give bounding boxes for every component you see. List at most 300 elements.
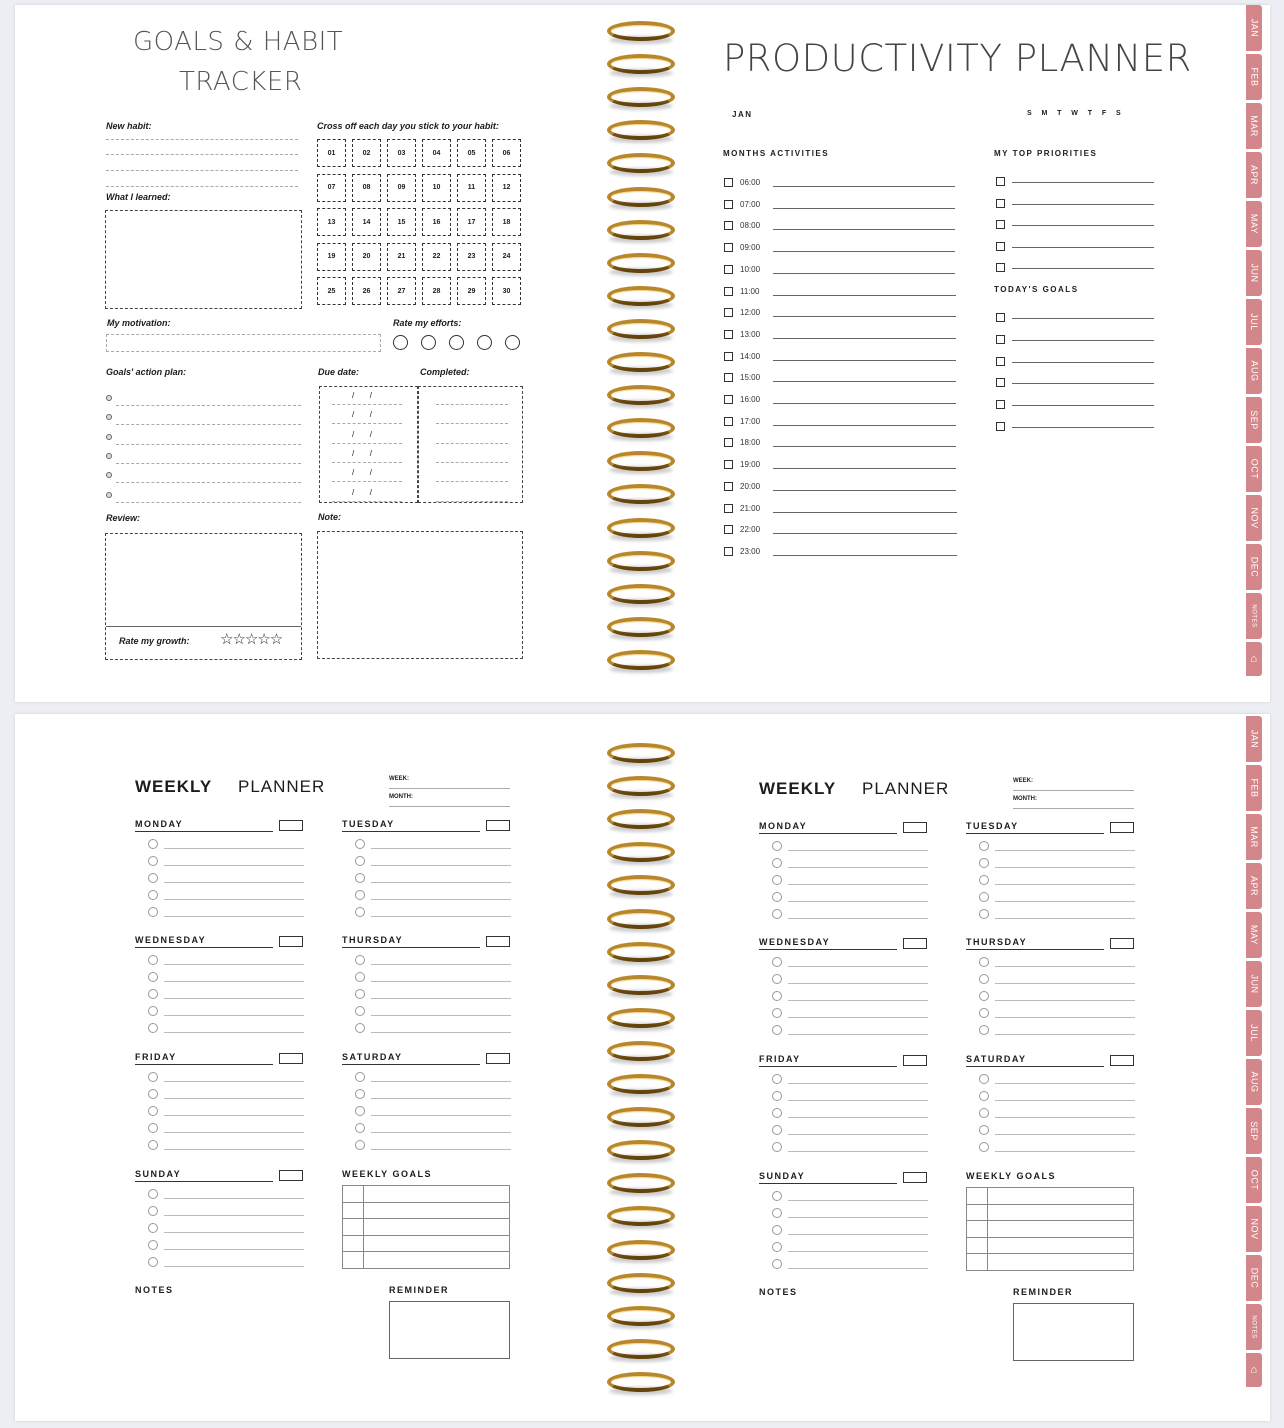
- task-line[interactable]: [164, 1232, 304, 1233]
- task-circle[interactable]: [772, 1259, 782, 1269]
- task-circle[interactable]: [772, 1074, 782, 1084]
- task-circle[interactable]: [148, 1006, 158, 1016]
- month-tab[interactable]: [1246, 152, 1262, 198]
- action-line[interactable]: [116, 405, 301, 406]
- task-circle[interactable]: [148, 1106, 158, 1116]
- task-circle[interactable]: [979, 1008, 989, 1018]
- what-learned-box[interactable]: [105, 210, 302, 309]
- task-line[interactable]: [788, 867, 928, 868]
- growth-star-rating[interactable]: ☆☆☆☆☆: [220, 631, 283, 648]
- task-circle[interactable]: [148, 907, 158, 917]
- day-date-box[interactable]: [486, 820, 510, 831]
- habit-day-cell[interactable]: 10: [422, 174, 451, 202]
- habit-day-cell[interactable]: 30: [492, 277, 521, 305]
- time-checkbox[interactable]: [724, 243, 733, 252]
- time-line[interactable]: [773, 229, 955, 230]
- effort-rating-circle[interactable]: [477, 335, 492, 350]
- task-line[interactable]: [164, 1032, 304, 1033]
- day-date-box[interactable]: [903, 822, 927, 833]
- task-circle[interactable]: [772, 974, 782, 984]
- task-circle[interactable]: [148, 989, 158, 999]
- task-circle[interactable]: [979, 1125, 989, 1135]
- time-checkbox[interactable]: [724, 200, 733, 209]
- task-line[interactable]: [788, 966, 928, 967]
- task-line[interactable]: [788, 1000, 928, 1001]
- month-tab[interactable]: [1246, 1157, 1262, 1203]
- month-tab[interactable]: [1246, 103, 1262, 149]
- completed-line[interactable]: [436, 462, 508, 463]
- task-circle[interactable]: [355, 1072, 365, 1082]
- goal-line[interactable]: [1012, 383, 1154, 384]
- task-line[interactable]: [995, 850, 1135, 851]
- month-tab[interactable]: [1246, 593, 1262, 639]
- goal-text-cell[interactable]: [988, 1204, 1134, 1221]
- task-line[interactable]: [164, 1215, 304, 1216]
- task-circle[interactable]: [772, 1125, 782, 1135]
- time-checkbox[interactable]: [724, 504, 733, 513]
- goal-text-cell[interactable]: [988, 1254, 1134, 1271]
- time-line[interactable]: [773, 208, 955, 209]
- action-line[interactable]: [116, 482, 301, 483]
- priority-line[interactable]: [1012, 268, 1154, 269]
- task-line[interactable]: [995, 1000, 1135, 1001]
- time-checkbox[interactable]: [724, 417, 733, 426]
- task-line[interactable]: [995, 1083, 1135, 1084]
- goal-line[interactable]: [1012, 405, 1154, 406]
- habit-day-cell[interactable]: 22: [422, 243, 451, 271]
- task-line[interactable]: [164, 848, 304, 849]
- task-circle[interactable]: [148, 1223, 158, 1233]
- reminder-box[interactable]: [1013, 1303, 1134, 1361]
- month-tab[interactable]: [1246, 1108, 1262, 1154]
- time-checkbox[interactable]: [724, 373, 733, 382]
- task-line[interactable]: [164, 964, 304, 965]
- effort-rating-circle[interactable]: [421, 335, 436, 350]
- new-habit-line[interactable]: [106, 154, 298, 155]
- habit-day-cell[interactable]: 03: [387, 139, 416, 167]
- task-line[interactable]: [995, 1017, 1135, 1018]
- goal-checkbox[interactable]: [996, 357, 1005, 366]
- month-tab[interactable]: [1246, 348, 1262, 394]
- task-line[interactable]: [164, 865, 304, 866]
- month-tab[interactable]: [1246, 863, 1262, 909]
- goal-check-cell[interactable]: [967, 1237, 988, 1254]
- task-line[interactable]: [995, 1117, 1135, 1118]
- task-circle[interactable]: [355, 873, 365, 883]
- task-circle[interactable]: [355, 907, 365, 917]
- task-circle[interactable]: [979, 974, 989, 984]
- goal-line[interactable]: [1012, 318, 1154, 319]
- task-circle[interactable]: [148, 873, 158, 883]
- task-circle[interactable]: [979, 858, 989, 868]
- time-line[interactable]: [773, 468, 956, 469]
- priority-checkbox[interactable]: [996, 220, 1005, 229]
- task-circle[interactable]: [772, 909, 782, 919]
- task-circle[interactable]: [355, 1140, 365, 1150]
- task-line[interactable]: [371, 998, 511, 999]
- time-checkbox[interactable]: [724, 221, 733, 230]
- habit-day-cell[interactable]: 04: [422, 139, 451, 167]
- task-line[interactable]: [164, 1249, 304, 1250]
- task-circle[interactable]: [148, 839, 158, 849]
- habit-day-cell[interactable]: 15: [387, 208, 416, 236]
- due-date-value[interactable]: / /: [352, 487, 373, 497]
- task-circle[interactable]: [772, 1242, 782, 1252]
- priority-line[interactable]: [1012, 225, 1154, 226]
- month-tab[interactable]: [1246, 961, 1262, 1007]
- time-checkbox[interactable]: [724, 352, 733, 361]
- habit-day-cell[interactable]: 07: [317, 174, 346, 202]
- task-circle[interactable]: [772, 875, 782, 885]
- time-checkbox[interactable]: [724, 308, 733, 317]
- month-tab[interactable]: [1246, 201, 1262, 247]
- day-date-box[interactable]: [1110, 1055, 1134, 1066]
- task-line[interactable]: [164, 899, 304, 900]
- task-circle[interactable]: [772, 1225, 782, 1235]
- task-line[interactable]: [788, 918, 928, 919]
- task-circle[interactable]: [148, 1089, 158, 1099]
- task-line[interactable]: [788, 1017, 928, 1018]
- task-line[interactable]: [995, 918, 1135, 919]
- month-tab[interactable]: [1246, 250, 1262, 296]
- task-circle[interactable]: [979, 841, 989, 851]
- motivation-field[interactable]: [106, 334, 381, 352]
- task-circle[interactable]: [148, 1257, 158, 1267]
- task-circle[interactable]: [979, 909, 989, 919]
- task-line[interactable]: [788, 1200, 928, 1201]
- task-line[interactable]: [995, 983, 1135, 984]
- weekly-goals-table[interactable]: [342, 1185, 510, 1269]
- task-line[interactable]: [788, 884, 928, 885]
- time-line[interactable]: [773, 273, 955, 274]
- task-circle[interactable]: [355, 1023, 365, 1033]
- task-line[interactable]: [788, 901, 928, 902]
- task-line[interactable]: [164, 1132, 304, 1133]
- time-line[interactable]: [773, 338, 956, 339]
- task-line[interactable]: [788, 1151, 928, 1152]
- home-tab[interactable]: [1246, 642, 1262, 676]
- month-tab[interactable]: [1246, 544, 1262, 590]
- completed-line[interactable]: [436, 501, 508, 502]
- task-circle[interactable]: [772, 892, 782, 902]
- day-date-box[interactable]: [279, 820, 303, 831]
- goal-check-cell[interactable]: [343, 1202, 364, 1219]
- task-line[interactable]: [788, 1134, 928, 1135]
- reminder-box[interactable]: [389, 1301, 510, 1359]
- task-circle[interactable]: [772, 1091, 782, 1101]
- habit-day-cell[interactable]: 28: [422, 277, 451, 305]
- task-line[interactable]: [371, 1098, 511, 1099]
- time-checkbox[interactable]: [724, 287, 733, 296]
- task-line[interactable]: [371, 848, 511, 849]
- priority-checkbox[interactable]: [996, 199, 1005, 208]
- time-line[interactable]: [773, 446, 956, 447]
- time-line[interactable]: [773, 403, 956, 404]
- due-date-value[interactable]: / /: [352, 410, 373, 420]
- task-line[interactable]: [788, 1251, 928, 1252]
- task-line[interactable]: [995, 867, 1135, 868]
- task-line[interactable]: [371, 1015, 511, 1016]
- completed-line[interactable]: [436, 443, 508, 444]
- task-line[interactable]: [995, 1151, 1135, 1152]
- goal-check-cell[interactable]: [967, 1221, 988, 1238]
- day-date-box[interactable]: [279, 1170, 303, 1181]
- action-line[interactable]: [116, 502, 301, 503]
- habit-day-cell[interactable]: 05: [457, 139, 486, 167]
- home-tab[interactable]: [1246, 1353, 1262, 1387]
- day-date-box[interactable]: [486, 1053, 510, 1064]
- time-checkbox[interactable]: [724, 525, 733, 534]
- task-circle[interactable]: [772, 1208, 782, 1218]
- time-line[interactable]: [773, 512, 957, 513]
- action-line[interactable]: [116, 444, 301, 445]
- habit-day-cell[interactable]: 29: [457, 277, 486, 305]
- task-line[interactable]: [371, 964, 511, 965]
- task-circle[interactable]: [772, 991, 782, 1001]
- task-circle[interactable]: [355, 989, 365, 999]
- habit-day-cell[interactable]: 18: [492, 208, 521, 236]
- task-circle[interactable]: [148, 1140, 158, 1150]
- task-line[interactable]: [995, 1100, 1135, 1101]
- task-line[interactable]: [995, 1034, 1135, 1035]
- new-habit-line[interactable]: [106, 139, 298, 140]
- task-circle[interactable]: [979, 1142, 989, 1152]
- month-tab[interactable]: [1246, 397, 1262, 443]
- goal-check-cell[interactable]: [967, 1204, 988, 1221]
- note-box[interactable]: [317, 531, 523, 659]
- goal-text-cell[interactable]: [364, 1186, 510, 1203]
- week-field[interactable]: [1013, 790, 1134, 791]
- task-circle[interactable]: [355, 1106, 365, 1116]
- day-date-box[interactable]: [1110, 822, 1134, 833]
- day-date-box[interactable]: [903, 1055, 927, 1066]
- time-checkbox[interactable]: [724, 460, 733, 469]
- task-circle[interactable]: [772, 858, 782, 868]
- task-line[interactable]: [371, 1115, 511, 1116]
- day-date-box[interactable]: [486, 936, 510, 947]
- goal-checkbox[interactable]: [996, 313, 1005, 322]
- habit-day-cell[interactable]: 13: [317, 208, 346, 236]
- task-circle[interactable]: [148, 972, 158, 982]
- task-circle[interactable]: [355, 856, 365, 866]
- task-line[interactable]: [788, 1117, 928, 1118]
- task-circle[interactable]: [772, 841, 782, 851]
- goal-text-cell[interactable]: [364, 1202, 510, 1219]
- priority-checkbox[interactable]: [996, 177, 1005, 186]
- task-line[interactable]: [371, 1032, 511, 1033]
- task-line[interactable]: [164, 998, 304, 999]
- task-circle[interactable]: [148, 1123, 158, 1133]
- task-line[interactable]: [164, 1115, 304, 1116]
- task-line[interactable]: [788, 1217, 928, 1218]
- task-circle[interactable]: [148, 1072, 158, 1082]
- time-line[interactable]: [773, 295, 956, 296]
- task-circle[interactable]: [979, 957, 989, 967]
- time-line[interactable]: [773, 490, 956, 491]
- task-circle[interactable]: [979, 1074, 989, 1084]
- month-field[interactable]: [1013, 808, 1134, 809]
- task-circle[interactable]: [355, 890, 365, 900]
- habit-day-cell[interactable]: 12: [492, 174, 521, 202]
- task-line[interactable]: [164, 1198, 304, 1199]
- task-circle[interactable]: [355, 1006, 365, 1016]
- due-date-value[interactable]: / /: [352, 448, 373, 458]
- task-circle[interactable]: [148, 1240, 158, 1250]
- habit-day-cell[interactable]: 16: [422, 208, 451, 236]
- task-line[interactable]: [371, 1149, 511, 1150]
- task-line[interactable]: [788, 1100, 928, 1101]
- habit-day-cell[interactable]: 25: [317, 277, 346, 305]
- month-tab[interactable]: [1246, 765, 1262, 811]
- task-line[interactable]: [371, 1081, 511, 1082]
- task-line[interactable]: [164, 1098, 304, 1099]
- goal-text-cell[interactable]: [988, 1188, 1134, 1205]
- task-line[interactable]: [164, 1149, 304, 1150]
- task-circle[interactable]: [148, 890, 158, 900]
- month-tab[interactable]: [1246, 54, 1262, 100]
- task-circle[interactable]: [772, 1108, 782, 1118]
- habit-day-cell[interactable]: 27: [387, 277, 416, 305]
- goal-line[interactable]: [1012, 340, 1154, 341]
- task-line[interactable]: [788, 850, 928, 851]
- task-line[interactable]: [995, 1134, 1135, 1135]
- priority-line[interactable]: [1012, 247, 1154, 248]
- task-line[interactable]: [371, 916, 511, 917]
- due-date-value[interactable]: / /: [352, 429, 373, 439]
- habit-day-cell[interactable]: 26: [352, 277, 381, 305]
- action-line[interactable]: [116, 463, 301, 464]
- month-field[interactable]: [389, 806, 510, 807]
- habit-day-cell[interactable]: 19: [317, 243, 346, 271]
- task-circle[interactable]: [979, 991, 989, 1001]
- time-checkbox[interactable]: [724, 265, 733, 274]
- task-line[interactable]: [371, 899, 511, 900]
- goal-checkbox[interactable]: [996, 335, 1005, 344]
- time-line[interactable]: [773, 316, 956, 317]
- task-circle[interactable]: [772, 1008, 782, 1018]
- habit-day-cell[interactable]: 17: [457, 208, 486, 236]
- goal-checkbox[interactable]: [996, 400, 1005, 409]
- task-circle[interactable]: [772, 1025, 782, 1035]
- time-line[interactable]: [773, 425, 956, 426]
- task-line[interactable]: [164, 882, 304, 883]
- task-circle[interactable]: [979, 1108, 989, 1118]
- time-line[interactable]: [773, 533, 957, 534]
- habit-day-cell[interactable]: 20: [352, 243, 381, 271]
- priority-checkbox[interactable]: [996, 242, 1005, 251]
- month-tab[interactable]: [1246, 1255, 1262, 1301]
- goal-line[interactable]: [1012, 362, 1154, 363]
- goal-checkbox[interactable]: [996, 422, 1005, 431]
- task-circle[interactable]: [148, 1206, 158, 1216]
- month-tab[interactable]: [1246, 446, 1262, 492]
- priority-checkbox[interactable]: [996, 263, 1005, 272]
- completed-line[interactable]: [436, 404, 508, 405]
- day-date-box[interactable]: [1110, 938, 1134, 949]
- task-line[interactable]: [371, 865, 511, 866]
- time-checkbox[interactable]: [724, 438, 733, 447]
- new-habit-line[interactable]: [106, 170, 298, 171]
- task-line[interactable]: [788, 1034, 928, 1035]
- new-habit-line[interactable]: [106, 186, 298, 187]
- completed-line[interactable]: [436, 423, 508, 424]
- effort-rating-circle[interactable]: [393, 335, 408, 350]
- weekly-goals-table[interactable]: [966, 1187, 1134, 1271]
- task-circle[interactable]: [148, 1189, 158, 1199]
- month-tab[interactable]: [1246, 1059, 1262, 1105]
- habit-day-cell[interactable]: 11: [457, 174, 486, 202]
- goal-text-cell[interactable]: [988, 1221, 1134, 1238]
- task-line[interactable]: [788, 1234, 928, 1235]
- time-checkbox[interactable]: [724, 482, 733, 491]
- task-line[interactable]: [788, 1083, 928, 1084]
- task-line[interactable]: [788, 1268, 928, 1269]
- habit-day-cell[interactable]: 21: [387, 243, 416, 271]
- habit-day-cell[interactable]: 14: [352, 208, 381, 236]
- task-line[interactable]: [164, 1266, 304, 1267]
- month-tab[interactable]: [1246, 814, 1262, 860]
- priority-line[interactable]: [1012, 182, 1154, 183]
- task-line[interactable]: [371, 1132, 511, 1133]
- task-circle[interactable]: [355, 1123, 365, 1133]
- time-checkbox[interactable]: [724, 178, 733, 187]
- goal-check-cell[interactable]: [967, 1188, 988, 1205]
- day-date-box[interactable]: [903, 1172, 927, 1183]
- month-tab[interactable]: [1246, 299, 1262, 345]
- task-circle[interactable]: [148, 955, 158, 965]
- month-tab[interactable]: [1246, 1010, 1262, 1056]
- month-tab[interactable]: [1246, 716, 1262, 762]
- task-circle[interactable]: [148, 856, 158, 866]
- habit-day-cell[interactable]: 24: [492, 243, 521, 271]
- effort-rating-circle[interactable]: [449, 335, 464, 350]
- task-circle[interactable]: [772, 1191, 782, 1201]
- task-line[interactable]: [995, 901, 1135, 902]
- month-tab[interactable]: [1246, 495, 1262, 541]
- month-tab[interactable]: [1246, 1304, 1262, 1350]
- action-line[interactable]: [116, 424, 301, 425]
- month-tab[interactable]: [1246, 1206, 1262, 1252]
- due-date-value[interactable]: / /: [352, 468, 373, 478]
- day-date-box[interactable]: [279, 936, 303, 947]
- goal-check-cell[interactable]: [343, 1186, 364, 1203]
- goal-check-cell[interactable]: [343, 1252, 364, 1269]
- task-line[interactable]: [164, 1015, 304, 1016]
- habit-day-cell[interactable]: 06: [492, 139, 521, 167]
- goal-check-cell[interactable]: [343, 1219, 364, 1236]
- habit-day-cell[interactable]: 08: [352, 174, 381, 202]
- month-tab[interactable]: [1246, 5, 1262, 51]
- task-line[interactable]: [371, 882, 511, 883]
- habit-day-cell[interactable]: 01: [317, 139, 346, 167]
- day-date-box[interactable]: [903, 938, 927, 949]
- task-line[interactable]: [371, 981, 511, 982]
- goal-checkbox[interactable]: [996, 378, 1005, 387]
- task-line[interactable]: [788, 983, 928, 984]
- task-line[interactable]: [995, 966, 1135, 967]
- task-circle[interactable]: [355, 1089, 365, 1099]
- goal-text-cell[interactable]: [364, 1219, 510, 1236]
- task-circle[interactable]: [979, 1025, 989, 1035]
- task-circle[interactable]: [355, 839, 365, 849]
- goal-check-cell[interactable]: [967, 1254, 988, 1271]
- time-checkbox[interactable]: [724, 330, 733, 339]
- goal-line[interactable]: [1012, 427, 1154, 428]
- completed-line[interactable]: [436, 481, 508, 482]
- time-checkbox[interactable]: [724, 547, 733, 556]
- goal-text-cell[interactable]: [988, 1237, 1134, 1254]
- task-circle[interactable]: [772, 1142, 782, 1152]
